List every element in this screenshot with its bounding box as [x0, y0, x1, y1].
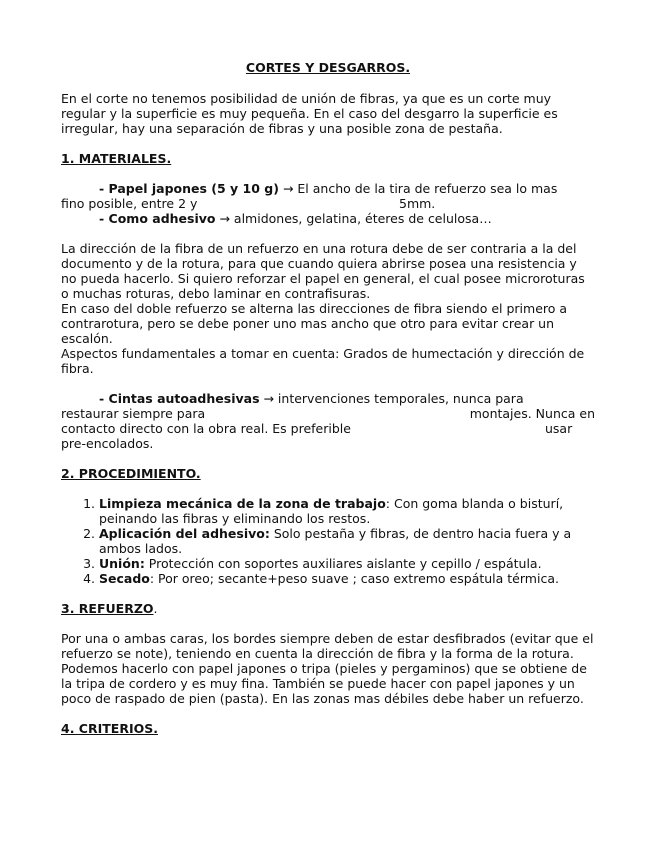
intro-paragraph: En el corte no tenemos posibilidad de unión de fibras, ya que es un corte muy regular y la superficie es muy pequeña. En el caso del desgarro la superficie es irregular, hay una separación de fibras y una posible zona de pestaña. — [61, 91, 558, 136]
refuerzo-paragraph-1: Por una o ambas caras, los bordes siempre deben de estar desfibrados (evitar que el refuerzo se note), teniendo en cuenta la dirección de fibra y la forma de la rotura. — [61, 631, 594, 661]
materiales-paragraph-1: La dirección de la fibra de un refuerzo en una rotura debe de ser contraria a la del documento y de la rotura, para que cuando quiera abrirse posea una resistencia y no pueda hacerlo. Si quiero reforzar el papel en general, el cual posee microroturas o muchas roturas, debo laminar en contrafisuras. — [61, 241, 585, 301]
papel-japones-text: → El ancho de la tira de refuerzo sea lo mas — [278, 181, 558, 196]
adhesivo-label: - Como adhesivo — [99, 211, 216, 226]
materiales-paragraph-2: En caso del doble refuerzo se alterna las direcciones de fibra siendo el primero a contrarotura, pero se debe poner uno mas ancho que otro para evitar crear un escalón. — [61, 301, 568, 346]
document-title: CORTES Y DESGARROS. — [245, 60, 411, 75]
materiales-paragraph-3: Aspectos fundamentales a tomar en cuenta: Grados de humectación y dirección de fibra. — [61, 346, 585, 376]
cintas-l3b: usar — [545, 421, 573, 436]
list-item — [99, 526, 595, 556]
papel-japones-label: - Papel japones (5 y 10 g) — [99, 181, 279, 196]
adhesivo-text: → almidones, gelatina, éteres de celulosa… — [215, 211, 492, 226]
section-3-heading-text: 3. REFUERZO — [61, 601, 154, 616]
cintas-line-2 — [61, 406, 595, 421]
procedure-text: : Con goma blanda o bisturí, peinando las fibras y eliminando los restos. — [99, 496, 564, 526]
papel-cont-a: fino posible, entre 2 y — [61, 196, 198, 211]
list-item — [99, 556, 595, 571]
procedure-list — [61, 496, 595, 586]
section-1-heading: 1. MATERIALES. — [61, 151, 172, 166]
section-2-heading: 2. PROCEDIMIENTO. — [61, 466, 201, 481]
document-body — [61, 60, 595, 736]
list-item — [99, 571, 595, 586]
procedure-text: Protección con soportes auxiliares aislante y cepillo / espátula. — [144, 556, 542, 571]
section-4-heading: 4. CRITERIOS. — [61, 721, 158, 736]
section-3-heading — [61, 601, 595, 616]
procedure-label: Unión: — [99, 556, 145, 571]
procedure-label: Limpieza mecánica de la zona de trabajo — [99, 496, 386, 511]
refuerzo-paragraph-2: Podemos hacerlo con papel japones o tripa (pieles y pergaminos) que se obtiene de la tripa de cordero y es muy fina. También se puede hacer con papel japones y un poco de raspado de pien (pasta). En las zonas mas débiles debe haber un refuerzo. — [61, 661, 587, 706]
papel-japones-item — [61, 181, 595, 196]
section-3-heading-dot: . — [153, 601, 158, 616]
procedure-text: : Por oreo; secante+peso suave ; caso extremo espátula térmica. — [149, 571, 559, 586]
cintas-label: - Cintas autoadhesivas — [99, 391, 260, 406]
cintas-l2a: restaurar siempre para — [61, 406, 206, 421]
cintas-item — [61, 391, 595, 406]
list-item — [99, 496, 595, 526]
cintas-line-3 — [61, 421, 595, 436]
procedure-text: Solo pestaña y fibras, de dentro hacia fuera y a ambos lados. — [99, 526, 572, 556]
cintas-l2b: montajes. Nunca en — [469, 406, 595, 421]
procedure-label: Aplicación del adhesivo: — [99, 526, 270, 541]
papel-cont-b: 5mm. — [399, 196, 436, 211]
cintas-text: → intervenciones temporales, nunca para — [259, 391, 524, 406]
papel-japones-continuation — [61, 196, 595, 211]
cintas-l3a: contacto directo con la obra real. Es preferible — [61, 421, 351, 436]
cintas-line-4: pre-encolados. — [61, 436, 154, 451]
procedure-label: Secado — [99, 571, 150, 586]
adhesivo-item — [61, 211, 595, 226]
